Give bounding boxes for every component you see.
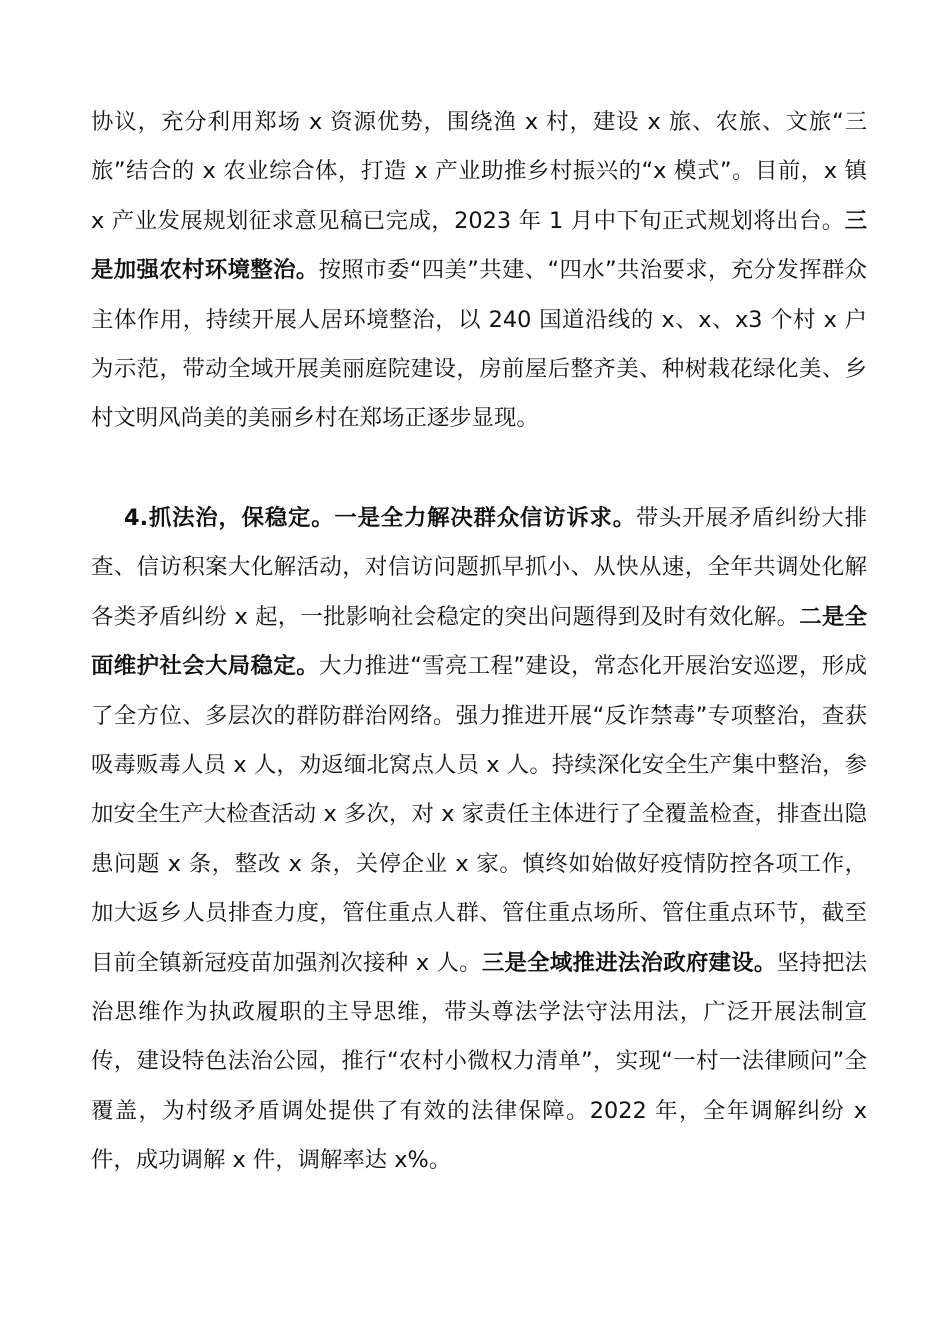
paragraph-rule-of-law bbox=[91, 494, 867, 1186]
paragraph-body bbox=[91, 98, 867, 444]
paragraph-text: 协议，充分利用郑场 x 资源优势，围绕渔 x 村，建设 x 旅、农旅、文旅“三旅”结合的 x 农业综合体，打造 x 产业助推乡村振兴的“x 模式”。目前，x 镇 x 产业发展规划征求意见稿已完成，2023 年 1 月中下旬正式规划将出台。 bbox=[91, 109, 867, 234]
section-heading-rule-of-law: 4.抓法治，保稳定。一是全力解决群众信访诉求。 bbox=[124, 505, 636, 531]
paragraph-rural-revitalization bbox=[91, 98, 867, 444]
paragraph-heading-environment: 三是加强农村环境整治。 bbox=[91, 207, 867, 284]
paragraph-text: 坚持把法治思维作为执政履职的主导思维，带头尊法学法守法用法，广泛开展法制宣传，建设特色法治公园，推行“农村小微权力清单”，实现“一村一法律顾问”全覆盖，为村级矛盾调处提供了有效的法律保障。2022 年，全年调解纠纷 x 件，成功调解 x 件，调解率达 x%。 bbox=[91, 949, 868, 1174]
paragraph-text: 按照市委“四美”共建、“四水”共治要求，充分发挥群众主体作用，持续开展人居环境整治，以 240 国道沿线的 x、x、x3 个村 x 户为示范，带动全域开展美丽庭院建设，房前屋后整齐美、种树栽花绿化美、乡村文明风尚美的美丽乡村在郑场正逐步显现。 bbox=[91, 257, 868, 432]
paragraph-body bbox=[91, 494, 867, 1186]
paragraph-heading-stability: 二是全面维护社会大局稳定。 bbox=[91, 603, 867, 680]
paragraph-heading-legal-government: 三是全域推进法治政府建设。 bbox=[481, 949, 777, 976]
paragraph-text: 大力推进“雪亮工程”建设，常态化开展治安巡逻，形成了全方位、多层次的群防群治网络。强力推进开展“反诈禁毒”专项整治，查获吸毒贩毒人员 x 人，劝返缅北窝点人员 x 人。持续深化安全生产集中整治，参加安全生产大检查活动 x 多次，对 x 家责任主体进行了全覆盖检查，排查出隐患问题 x 条，整改 x 条，关停企业 x 家。慎终如始做好疫情防控各项工作，加大返乡人员排查力度，管住重点人群、管住重点场所、管住重点环节，截至目前全镇新冠疫苗加强剂次接种 x 人。 bbox=[91, 653, 867, 976]
paragraph-text: 带头开展矛盾纠纷大排查、信访积案大化解活动，对信访问题抓早抓小、从快从速，全年共调处化解各类矛盾纠纷 x 起，一批影响社会稳定的突出问题得到及时有效化解。 bbox=[91, 505, 867, 630]
